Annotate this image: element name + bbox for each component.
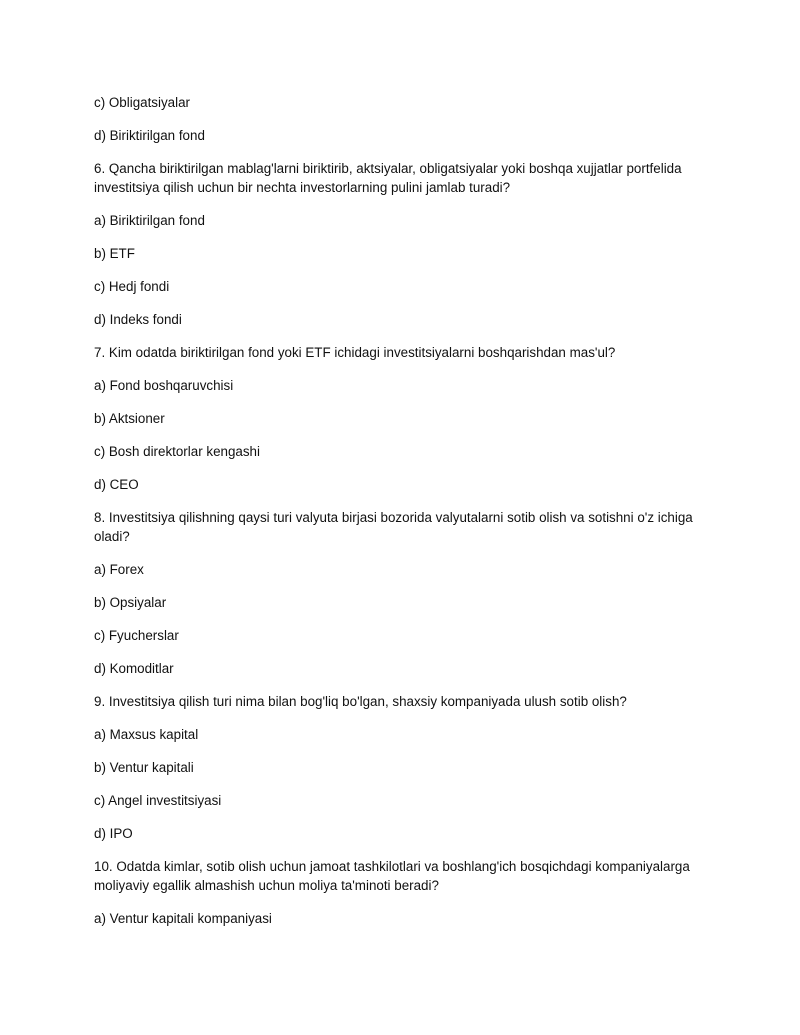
question-text: 6. Qancha biriktirilgan mablag'larni biriktirib, aktsiyalar, obligatsiyalar yoki boshqa xujjatlar portfelida investitsiya qilish uchun bir nechta investorlarning pulini jamlab turadi? — [94, 161, 682, 195]
answer-option: c) Obligatsiyalar — [94, 95, 190, 110]
answer-option: b) Opsiyalar — [94, 595, 167, 610]
answer-option: d) Indeks fondi — [94, 312, 182, 327]
document-content — [94, 93, 700, 942]
answer-option: d) Komoditlar — [94, 661, 174, 676]
answer-option: c) Fyucherslar — [94, 628, 179, 643]
answer-option: b) Ventur kapitali — [94, 760, 194, 775]
answer-option: b) Aktsioner — [94, 411, 165, 426]
answer-option: a) Forex — [94, 562, 144, 577]
question-text: 10. Odatda kimlar, sotib olish uchun jamoat tashkilotlari va boshlang'ich bosqichdagi kompaniyalarga moliyaviy egallik almashish uchun moliya ta'minoti beradi? — [94, 859, 690, 893]
question-text: 9. Investitsiya qilish turi nima bilan bog'liq bo'lgan, shaxsiy kompaniyada ulush sotib olish? — [94, 694, 627, 709]
answer-option: a) Biriktirilgan fond — [94, 213, 205, 228]
question-text: 7. Kim odatda biriktirilgan fond yoki ETF ichidagi investitsiyalarni boshqarishdan mas'ul? — [94, 345, 616, 360]
answer-option: d) CEO — [94, 477, 139, 492]
answer-option: b) ETF — [94, 246, 135, 261]
answer-option: c) Angel investitsiyasi — [94, 793, 222, 808]
answer-option: d) IPO — [94, 826, 133, 841]
answer-option: a) Ventur kapitali kompaniyasi — [94, 911, 272, 926]
answer-option: a) Fond boshqaruvchisi — [94, 378, 234, 393]
answer-option: c) Hedj fondi — [94, 279, 170, 294]
question-text: 8. Investitsiya qilishning qaysi turi valyuta birjasi bozorida valyutalarni sotib olish va sotishni o'z ichiga oladi? — [94, 510, 693, 544]
answer-option: c) Bosh direktorlar kengashi — [94, 444, 260, 459]
answer-option: d) Biriktirilgan fond — [94, 128, 205, 143]
answer-option: a) Maxsus kapital — [94, 727, 199, 742]
